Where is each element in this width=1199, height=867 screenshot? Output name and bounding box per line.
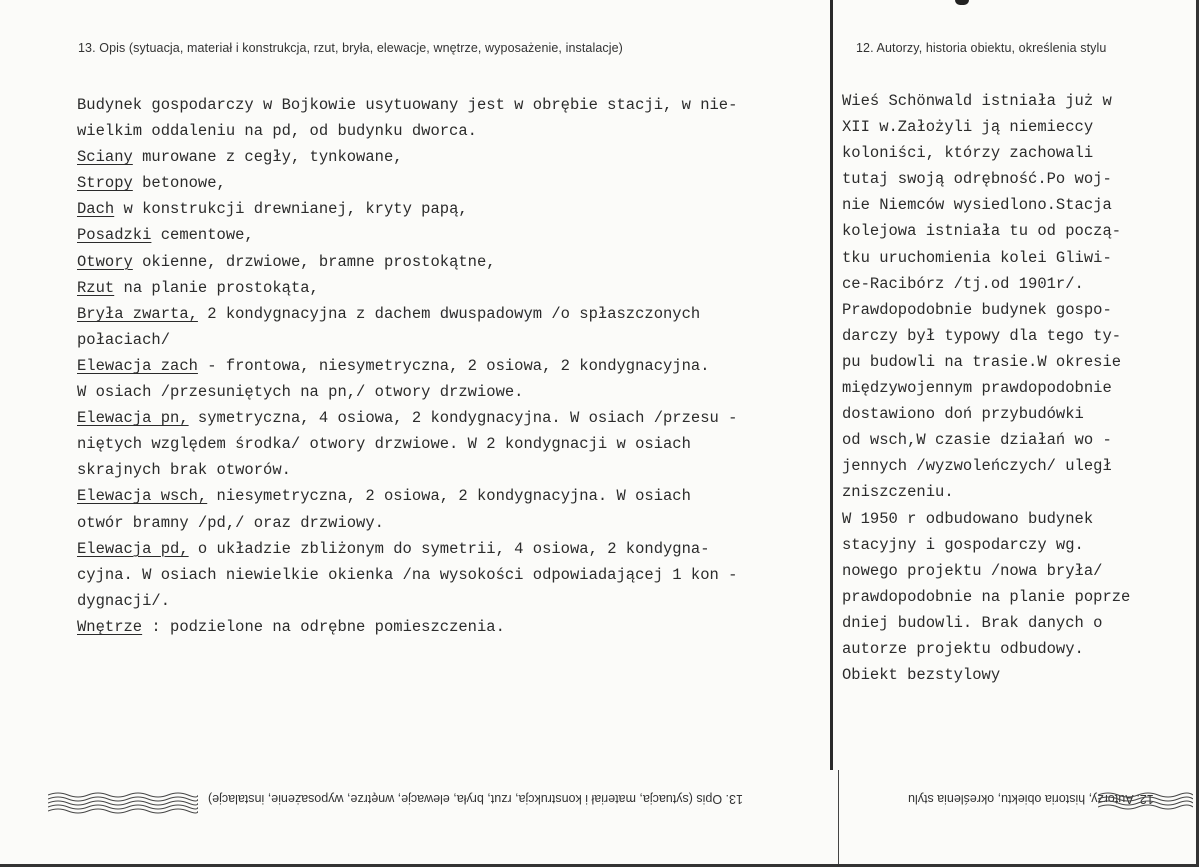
history-line: nowego projektu /nowa bryła/ [842,561,1103,580]
description-line [77,405,737,431]
history-line: darczy był typowy dla tego ty- [842,326,1122,345]
section-12-header: 12. Autorzy, historia obiektu, określenia stylu [856,41,1107,55]
description-line-text: symetryczna, 4 osiowa, 2 kondygnacyjna. W osiach /przesu - [188,409,738,428]
history-line: W 1950 r odbudowano budynek [842,509,1094,528]
description-line [77,275,737,301]
history-line: Prawdopodobnie budynek gospo- [842,300,1112,319]
description-line-label: Bryła zwarta, [77,304,198,323]
description-line [77,562,737,588]
description-line [77,588,737,614]
description-line [77,483,737,509]
wave-ornament-left [48,787,198,815]
description-line [77,510,737,536]
description-line-label: Elewacja pd, [77,539,189,558]
description-line-text: na planie prostokąta, [114,278,319,297]
description-line [77,92,737,118]
description-text [77,92,737,640]
description-line-label: Rzut [77,278,115,297]
description-line-text: - frontowa, niesymetryczna, 2 osiowa, 2 kondygnacyjna. [197,356,710,375]
history-line: pu budowli na trasie.W okresie [842,352,1122,371]
description-line-text: w konstrukcji drewnianej, kryty papą, [114,200,468,219]
column-divider-lower [838,770,839,867]
description-line-text: niętych względem środka/ otwory drzwiowe. W 2 kondygnacji w osiach [77,435,691,454]
description-line-label: Dach [77,200,115,219]
description-line [77,379,737,405]
description-line-text: połaciach/ [77,330,171,349]
description-line-text: otwór bramny /pd,/ oraz drzwiowy. [77,513,384,532]
description-line-text: niesymetryczna, 2 osiowa, 2 kondygnacyjna. W osiach [207,487,691,506]
history-line: dniej budowli. Brak danych o [842,613,1103,632]
description-line [77,196,737,222]
description-line-text: cementowe, [151,226,254,245]
history-line: międzywojennym prawdopodobnie [842,379,1112,398]
description-line [77,457,737,483]
history-line: tutaj swoją odrębność.Po woj- [842,170,1112,189]
description-line-label: Elewacja zach [77,356,198,375]
history-line: Obiekt bezstylowy [842,666,1001,685]
column-divider [830,0,833,770]
section-13-header: 13. Opis (sytuacja, materiał i konstrukcja, rzut, bryła, elewacje, wnętrze, wyposażenie, instalacje) [78,41,623,55]
description-line [77,614,737,640]
description-line [77,170,737,196]
history-line: tku uruchomienia kolei Gliwi- [842,248,1112,267]
description-line-text: wielkim oddaleniu na pd, od budynku dworca. [77,122,477,141]
description-line-text: Budynek gospodarczy w Bojkowie usytuowany jest w obrębie stacji, w nie- [77,96,738,114]
description-line [77,301,737,327]
description-line [77,431,737,457]
footer-section-12-mirrored: 12. Autorzy, historia obiektu, określenia stylu [908,792,1154,806]
description-line [77,536,737,562]
description-line-text: dygnacji/. [77,591,171,610]
description-line-text: 2 kondygnacyjna z dachem dwuspadowym /o spłaszczonych [197,304,701,323]
description-line-label: Otwory [77,252,133,271]
history-line: nie Niemców wysiedlono.Stacja [842,196,1112,215]
description-line-label: Elewacja wsch, [77,487,208,506]
description-line-label: Sciany [77,148,133,167]
description-line [77,327,737,353]
description-line-text: betonowe, [132,174,226,193]
history-line: ce-Racibórz /tj.od 1901r/. [842,274,1084,293]
description-line [77,144,737,170]
description-line-label: Posadzki [77,226,152,245]
history-text [842,88,1130,688]
history-line: kolejowa istniała tu od począ- [842,222,1122,241]
history-line: prawdopodobnie na planie poprze [842,587,1131,606]
description-line-label: Elewacja pn, [77,409,189,428]
description-line-text: cyjna. W osiach niewielkie okienka /na wysokości odpowiadającej 1 kon - [77,565,738,584]
wave-ornament-right [1098,787,1193,815]
description-line [77,222,737,248]
description-line-label: Wnętrze [77,617,143,636]
history-line: XII w.Założyli ją niemieccy [842,118,1094,137]
description-line-text: okienne, drzwiowe, bramne prostokątne, [132,252,496,271]
description-line-text: o układzie zbliżonym do symetrii, 4 osiowa, 2 kondygna- [188,539,710,558]
history-line: jennych /wyzwoleńczych/ uległ [842,457,1112,476]
history-line: koloniści, którzy zachowali [842,144,1094,163]
description-line-text: skrajnych brak otworów. [77,461,291,480]
description-line [77,249,737,275]
description-line-label: Stropy [77,174,133,193]
history-line: stacyjny i gospodarczy wg. [842,535,1084,554]
footer-section-13-mirrored: 13. Opis (sytuacja, materiał i konstrukcja, rzut, bryła, elewacje, wnętrze, wyposażenie, instalacje) [208,792,743,806]
description-line-text: : podzielone na odrębne pomieszczenia. [142,617,505,636]
history-line: zniszczeniu. [842,483,954,502]
description-line-text: W osiach /przesuniętych na pn,/ otwory drzwiowe. [77,383,524,402]
punch-mark [955,0,969,5]
description-line [77,353,737,379]
history-line: od wsch,W czasie działań wo - [842,431,1112,450]
history-line: autorze projektu odbudowy. [842,639,1084,658]
history-line: dostawiono doń przybudówki [842,405,1084,424]
footer-band [48,787,1193,815]
description-line [77,118,737,144]
description-line-text: murowane z cegły, tynkowane, [132,148,403,167]
history-line: Wieś Schönwald istniała już w [842,92,1112,110]
